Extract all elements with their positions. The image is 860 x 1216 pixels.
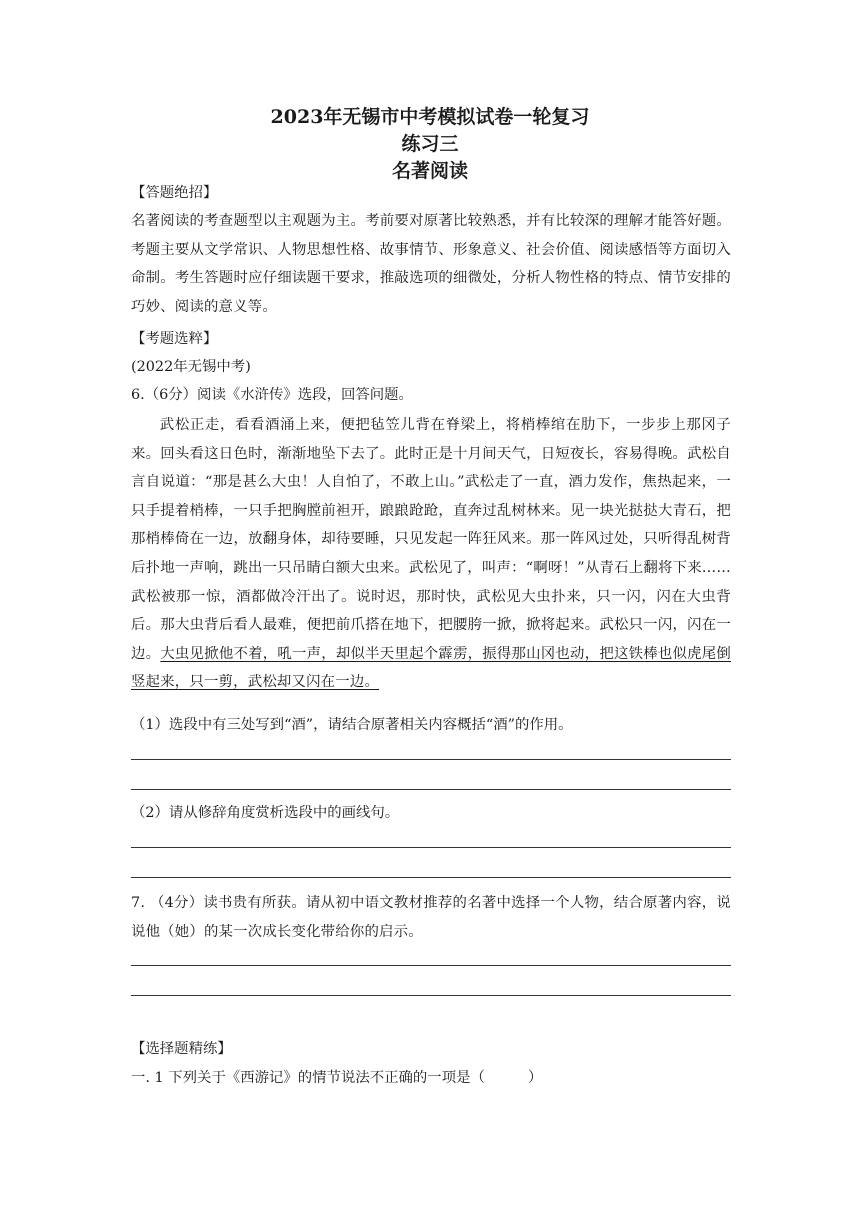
selection-heading: 【考题选粹】 [131, 331, 218, 347]
page-topic: 名著阅读 [391, 160, 468, 182]
practice-q1: 一. 1 下列关于《西游记》的情节说法不正确的一项是（ ） [131, 1070, 543, 1086]
q6-stem: 6.（6分）阅读《水浒传》选段，回答问题。 [131, 387, 413, 403]
answer-line [131, 877, 731, 878]
answer-line [131, 847, 731, 848]
q6-underlined-sentence: 大虫见掀他不着，吼一声，却似半天里起个霹雳，振得那山冈也动，把这铁棒也似虎尾倒竖起来，只一剪，武松却又闪在一边。 [131, 645, 731, 691]
q6-passage-text: 武松正走，看看酒涌上来，便把毡笠儿背在脊梁上，将梢棒绾在肋下，一步步上那冈子来。回头看这日色时，渐渐地坠下去了。此时正是十月间天气，日短夜长，容易得晚。武松自言自说道：“那是甚么大虫！人自怕了，不敢上山。”武松走了一直，酒力发作，焦热起来，一只手提着梢棒，一只手把胸膛前袒开，踉踉跄跄，直奔过乱树林来。见一块光挞挞大青石，把那梢棒倚在一边，放翻身体，却待要睡，只见发起一阵狂风来。那一阵风过处，只听得乱树背后扑地一声响，跳出一只吊睛白额大虫来。武松见了，叫声：“啊呀！”从青石上翻将下来……武松被那一惊，酒都做冷汗出了。说时迟，那时快，武松见大虫扑来，只一闪，闪在大虫背后。那大虫背后看人最难，便把前爪搭在地下，把腰胯一掀，掀将起来。武松只一闪，闪在一边。 [131, 417, 731, 662]
tips-heading: 【答题绝招】 [131, 185, 218, 201]
answer-line [131, 965, 731, 966]
answer-line [131, 789, 731, 790]
q6-sub2: （2）请从修辞角度赏析选段中的画线句。 [131, 805, 400, 821]
practice-heading: 【选择题精练】 [131, 1041, 232, 1057]
page-title: 2023年无锡市中考模拟试卷一轮复习 [270, 106, 590, 128]
selection-source: (2022年无锡中考) [131, 359, 251, 375]
answer-line [131, 995, 731, 996]
answer-line [131, 759, 731, 760]
tips-body: 名著阅读的考查题型以主观题为主。考前要对原著比较熟悉，并有比较深的理解才能答好题。考题主要从文学常识、人物思想性格、故事情节、形象意义、社会价值、阅读感悟等方面切入命制。考生答题时应仔细读题干要求，推敲选项的细微处，分析人物性格的特点、情节安排的巧妙、阅读的意义等。 [131, 213, 731, 315]
q6-sub1: （1）选段中有三处写到“酒”，请结合原著相关内容概括“酒”的作用。 [131, 717, 573, 733]
page-subtitle: 练习三 [401, 133, 459, 155]
q6-passage [131, 411, 731, 697]
q7-stem: 7. （4分）读书贵有所获。请从初中语文教材推荐的名著中选择一个人物，结合原著内容，说说他（她）的某一次成长变化带给你的启示。 [131, 895, 731, 940]
